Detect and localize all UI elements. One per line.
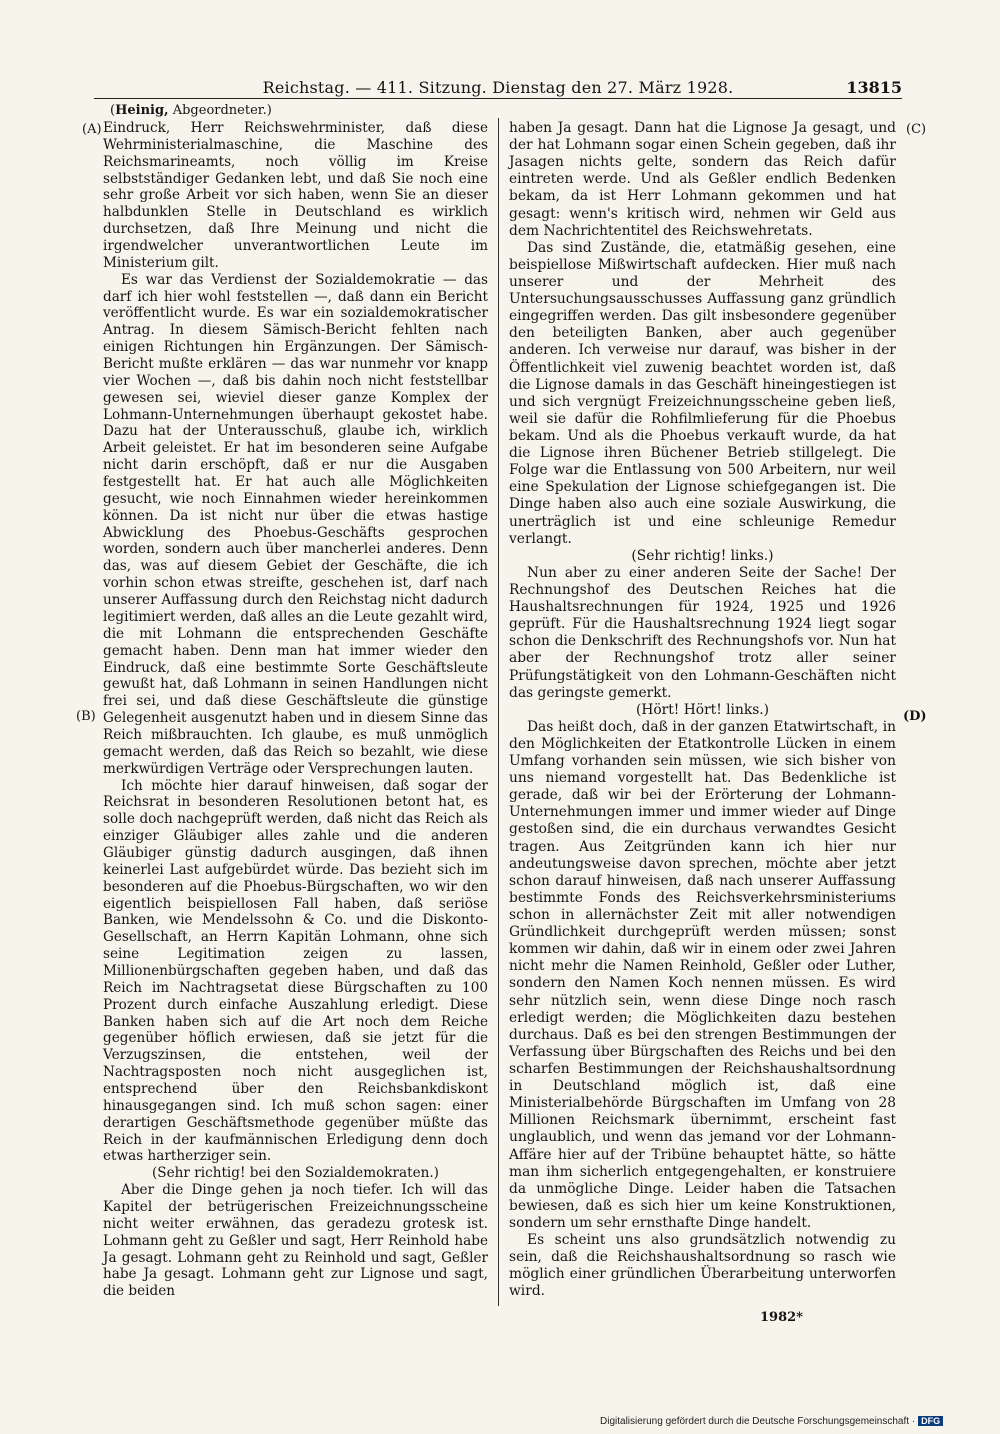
paragraph: Nun aber zu einer anderen Seite der Sache! Der Rechnungshof des Deutschen Reiches hat die Haushaltsrechnungen für 1924, 1925 und 1926 geprüft. Für die Haushaltsrechnung 1924 liegt sogar schon die Denkschrift des Rechnungshofs vor. Nun hat aber der Rechnungshof trotz aller seiner Prüfungstätigkeit von den Lohmann-Geschäften nicht das geringste gemerkt. xyxy=(509,564,896,701)
footer xyxy=(600,1416,943,1427)
margin-letter-c: (C) xyxy=(906,122,927,137)
dfg-logo: DFG xyxy=(918,1416,943,1426)
running-head: Reichstag. — 411. Sitzung. Dienstag den 27. März 1928. xyxy=(262,78,734,97)
margin-letter-d: (D) xyxy=(903,709,927,724)
margin-letter-b: (B) xyxy=(76,709,96,724)
page-number: 13815 xyxy=(846,78,902,97)
left-column xyxy=(103,120,488,1300)
paragraph: Ich möchte hier darauf hinweisen, daß sogar der Reichsrat in besonderen Resolutionen betont hat, es solle doch nachgeprüft werden, daß nicht das Reich als einziger Gläubiger alles zahle und die anderen Gläubiger günstig dadurch ausgingen, daß ihnen keinerlei Last aufgebürdet würde. Das bezieht sich im besonderen auf die Phoebus-Bürgschaften, wo wir den eigentlich beispiellosen Fall haben, daß seriöse Banken, wie Mendelssohn & Co. und die Diskonto-Gesellschaft, an Herrn Kapitän Lohmann, ohne sich seine Legitimation zeigen zu lassen, Millionenbürgschaften gegeben haben, und daß das Reich im Nachtragsetat diese Bürgschaften zu 100 Prozent durch einfache Auszahlung erledigt. Diese Banken haben sich auf die Art noch dem Reiche gegenüber höflich erwiesen, daß sie jetzt für die Verzugszinsen, die entstehen, weil der Nachtragsposten noch nicht ausgeglichen ist, entsprechend über den Reichsbankdiskont hinausgegangen sind. Ich muß schon sagen: einer derartigen Geschäftsmethode gegenüber müßte das Reich in der kaufmännischen Erledigung denn doch etwas hartherziger sein. xyxy=(103,777,488,1165)
interjection: (Sehr richtig! bei den Sozialdemokraten.) xyxy=(152,1165,439,1182)
paragraph: Eindruck, Herr Reichswehrminister, daß diese Wehrministerialmaschine, die Maschine des Reichsmarineamts, noch völlig im Kreise selbstständiger Gedanken lebt, und daß Sie noch eine sehr große Arbeit vor sich haben, wenn Sie an dieser halbdunklen Stelle in Deutschland es wirklich durchsetzen, daß Ihre Meinung und nicht die irgendwelcher unverantwortlichen Leute im Ministerium gilt. xyxy=(103,120,488,271)
column-divider xyxy=(498,118,499,1306)
paragraph: haben Ja gesagt. Dann hat die Lignose Ja gesagt, und der hat Lohmann sogar einen Schein gegeben, daß ihr Jasagen nichts gelte, sondern das Reich dafür eintreten werde. Und als Geßler endlich Bedenken bekam, da ist Herr Lohmann gekommen und hat gesagt: wenn's kritisch wird, nehmen wir Geld aus dem Nachrichtentitel des Reichswehretats. xyxy=(509,120,896,239)
interjection: (Sehr richtig! links.) xyxy=(631,547,774,564)
sheet-signature: 1982* xyxy=(760,1310,803,1325)
speaker-line: (Heinig, Abgeordneter.) xyxy=(110,103,272,118)
paragraph: Das sind Zustände, die, etatmäßig gesehen, eine beispiellose Mißwirtschaft aufdecken. Hier muß nach unserer und der Mehrheit des Untersuchungsausschusses Auffassung ganz gründlich eingegriffen werden. Das gilt insbesondere gegenüber den beteiligten Banken, aber auch gegenüber anderen. Ich verweise nur darauf, was bisher in der Öffentlichkeit viel zuwenig beachtet worden ist, daß die Lignose damals in das Geschäft hineingestiegen ist und sich vergnügt Freizeichnungsscheine geben ließ, weil sie dafür die Rohfilmlieferung für die Phoebus bekam. Und als die Phoebus verkauft wurde, da hat die Lignose ihren Büchener Betrieb stillgelegt. Die Folge war die Entlassung von 500 Arbeitern, nur weil eine Spekulation der Lignose schiefgegangen ist. Die Dinge haben also auch eine soziale Auswirkung, die unerträglich ist und eine schleunige Remedur verlangt. xyxy=(509,239,896,547)
paragraph: Das heißt doch, daß in der ganzen Etatwirtschaft, in den Möglichkeiten der Etatkontrolle Lücken in einem Umfang vorhanden sein müssen, wie sich bisher von uns niemand vorgestellt hat. Das Bedenkliche ist gerade, daß wir bei der Erörterung der Lohmann-Unternehmungen immer und immer wieder auf Dinge gestoßen sind, die ein durchaus verwandtes Gesicht tragen. Aus Zeitgründen kann ich hier nur andeutungsweise davon sprechen, möchte aber jetzt schon darauf hinweisen, daß nach unserer Auffassung bestimmte Fonds des Reichsverkehrsministeriums schon in allernächster Zeit mit aller notwendigen Gründlichkeit durchgeprüft werden müssen; sonst kommen wir dahin, daß wir in einem oder zwei Jahren nicht mehr die Namen Reinhold, Geßler oder Luther, sondern den Namen Koch nennen müssen. Es wird sehr nützlich sein, wenn diese Dinge noch rasch erledigt werden; die Möglichkeiten dazu bestehen durchaus. Daß es bei den strengen Bestimmungen der Verfassung über Bürgschaften des Reichs und bei den scharfen Bestimmungen der Reichshaushaltsordnung in Deutschland möglich ist, daß eine Ministerialbehörde Bürgschaften im Umfang von 28 Millionen Reichsmark übernimmt, erscheint fast unglaublich, und wenn das jemand vor der Lohmann-Affäre hier auf der Tribüne behauptet hätte, so hätte man ihm sicherlich entgegengehalten, er konstruiere da unmögliche Dinge. Leider haben die Tatsachen bewiesen, daß es sich hier um keine Konstruktionen, sondern um sehr ernsthafte Dinge handelt. xyxy=(509,718,896,1231)
speaker-role: Abgeordneter. xyxy=(172,103,267,118)
paragraph: Es scheint uns also grundsätzlich notwendig zu sein, daß die Reichshaushaltsordnung so rasch wie möglich einer gründlichen Überarbeitung unterworfen wird. xyxy=(509,1232,896,1300)
interjection: (Hört! Hört! links.) xyxy=(635,701,770,718)
margin-letter-a: (A) xyxy=(82,122,102,137)
speaker-name: Heinig, xyxy=(115,103,169,118)
paragraph: Aber die Dinge gehen ja noch tiefer. Ich will das Kapitel der betrügerischen Freizeichnungsscheine nicht weiter erwähnen, das geradezu grotesk ist. Lohmann geht zu Geßler und sagt, Herr Reinhold habe Ja gesagt. Lohmann geht zu Reinhold und sagt, Geßler habe Ja gesagt. Lohmann geht zur Lignose und sagt, die beiden xyxy=(103,1182,488,1300)
header-rule xyxy=(94,98,902,99)
page-header xyxy=(94,78,902,100)
paragraph: Es war das Verdienst der Sozialdemokratie — das darf ich hier wohl feststellen —, daß dann ein Bericht veröffentlicht wurde. Es war ein sozialdemokratischer Antrag. In diesem Sämisch-Bericht fehlten nach einigen Richtungen hin Ergänzungen. Der Sämisch-Bericht mußte erklären — das war nunmehr vor knapp vier Wochen —, daß bis dahin noch nicht feststellbar gewesen sei, wieviel dieser ganze Komplex der Lohmann-Unternehmungen überhaupt gekostet habe. Dazu hat der Unterausschuß, glaube ich, wirklich Arbeit geleistet. Er hat im besonderen seine Aufgabe nicht darin erschöpft, daß er nur die Ausgaben festgestellt hat. Er hat auch alle Möglichkeiten gesucht, wie noch Einnahmen wieder hereinkommen können. Da ist nicht nur über die etwas hastige Abwicklung des Phoebus-Geschäfts gesprochen worden, sondern auch über mancherlei anderes. Denn das, was auf diesem Gebiet der Geschäfte, die ich vorhin schon etwas streifte, geschehen ist, darf nach unserer Auffassung durch den Reichstag nicht dadurch legitimiert werden, daß alles an die Leute gezahlt wird, die mit Lohmann die entsprechenden Geschäfte gemacht haben. Denn man hat immer wieder den Eindruck, daß eine bestimmte Sorte Geschäftsleute gewußt hat, daß Lohmann in seinen Handlungen nicht frei sei, und daß diese Geschäftsleute die günstige Gelegenheit ausgenutzt haben und in diesem Sinne das Reich mißbrauchten. Ich glaube, es muß unmöglich gemacht werden, daß das Reich so bezahlt, wie diese merkwürdigen Verträge oder Versprechungen lauten. xyxy=(103,271,488,777)
right-column xyxy=(509,120,896,1301)
footer-text: Digitalisierung gefördert durch die Deutsche Forschungsgemeinschaft · xyxy=(600,1416,916,1427)
